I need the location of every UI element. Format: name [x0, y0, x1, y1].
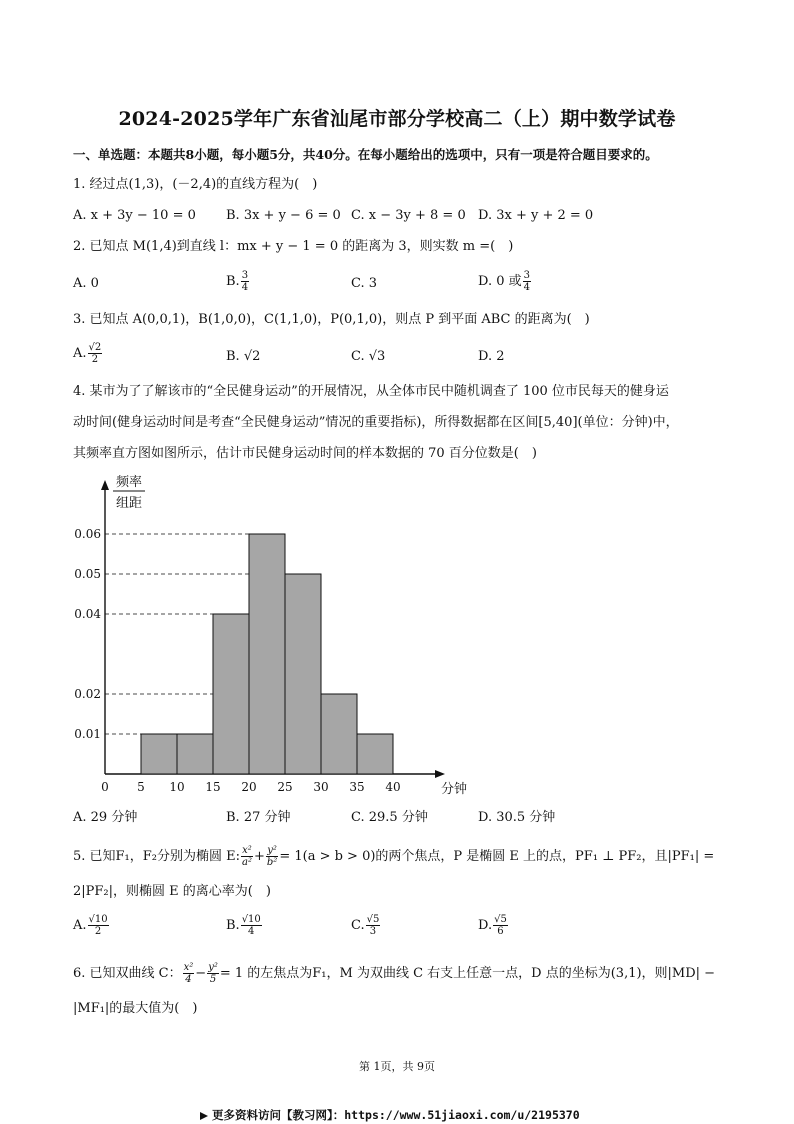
y-axis-label-top: 频率: [115, 475, 143, 490]
question-4-line-2: 动时间(健身运动时间是考查“全民健身运动”情况的重要指标)，所得数据都在区间[5,40](单位：分钟)中，: [73, 415, 679, 430]
x-tick-label: 25: [277, 780, 293, 794]
question-2-stem: 2. 已知点 M(1,4)到直线 l：mx + y − 1 = 0 的距离为 3，则实数 m =( ): [73, 239, 514, 254]
q3-option-a: A. $\frac{√2}{2}$: [73, 342, 102, 365]
flag-icon: [200, 1112, 208, 1120]
y-axis-label-bottom: 组距: [115, 496, 143, 511]
q3-option-b: B. √2: [226, 349, 261, 364]
y-tick-label: 0.04: [74, 607, 101, 621]
histogram-bar: [357, 734, 393, 774]
x-tick-label: 30: [313, 780, 329, 794]
question-1-stem: 1. 经过点(1,3)，(－2,4)的直线方程为( ): [73, 177, 318, 192]
x-tick-label: 35: [349, 780, 365, 794]
histogram-bar: [177, 734, 213, 774]
x-axis-label: 分钟: [441, 782, 468, 797]
q4-option-a: A. 29 分钟: [73, 810, 138, 825]
q2-option-c: C. 3: [351, 276, 378, 291]
question-4-line-3: 其频率直方图如图所示，估计市民健身运动时间的样本数据的 70 百分位数是( ): [73, 446, 537, 461]
histogram-bar: [213, 614, 249, 774]
x-tick-label: 5: [137, 780, 145, 794]
q1-option-a: A. x + 3y − 10 = 0: [73, 208, 196, 223]
x-tick-label: 0: [101, 780, 109, 794]
histogram-bar: [321, 694, 357, 774]
question-3-stem: 3. 已知点 A(0,0,1)，B(1,0,0)，C(1,1,0)，P(0,1,0)，则点 P 到平面 ABC 的距离为( ): [73, 312, 590, 327]
question-5-line-1: 5. 已知F₁，F₂分别为椭圆 E: $\frac{\text{x²}}{\text{a²}}$ + $\frac{\text{y²}}{\text{b²}}$ = 1(a > b > 0)的两个焦点，P 是椭圆 E 上的点，PF₁ ⊥ PF₂，且|PF₁| =: [73, 845, 715, 868]
y-tick-label: 0.06: [74, 527, 101, 541]
x-tick-label: 40: [385, 780, 401, 794]
q1-option-d: D. 3x + y + 2 = 0: [478, 208, 594, 223]
q4-option-b: B. 27 分钟: [226, 810, 291, 825]
q1-option-c: C. x − 3y + 8 = 0: [351, 208, 466, 223]
question-5-line-2: 2|PF₂|，则椭圆 E 的离心率为( ): [73, 884, 271, 899]
promo-banner[interactable]: [200, 1107, 580, 1123]
histogram-bar: [249, 534, 285, 774]
question-6-line-1: 6. 已知双曲线 C： $\frac{\text{x²}}{4}$ − $\frac{\text{y²}}{5}$ = 1 的左焦点为F₁，M 为双曲线 C 右支上任意一点，D 点的坐标为(3,1)，则|MD| −: [73, 962, 716, 985]
q5-option-b: B. $\frac{√10}{4}$: [226, 914, 261, 937]
y-axis-arrow: [101, 480, 109, 490]
page-footer: 第 1页，共 9页: [359, 1060, 435, 1073]
q5-option-d: D. $\frac{√5}{6}$: [478, 914, 507, 937]
q4-option-d: D. 30.5 分钟: [478, 810, 556, 825]
x-tick-label: 15: [205, 780, 221, 794]
promo-link[interactable]: 更多资料访问【教习网】：https://www.51jiaoxi.com/u/2195370: [212, 1108, 580, 1122]
x-tick-label: 10: [169, 780, 185, 794]
y-tick-label: 0.02: [74, 687, 101, 701]
q2-option-a: A. 0: [73, 276, 99, 291]
q1-option-b: B. 3x + y − 6 = 0: [226, 208, 341, 223]
q4-option-c: C. 29.5 分钟: [351, 810, 428, 825]
histogram-bar: [285, 574, 321, 774]
question-6-line-2: |MF₁|的最大值为( ): [73, 1001, 198, 1016]
x-tick-label: 20: [241, 780, 257, 794]
page-title: 2024-2025学年广东省汕尾市部分学校高二（上）期中数学试卷: [118, 108, 676, 130]
q3-option-c: C. √3: [351, 349, 386, 364]
x-axis-arrow: [435, 770, 445, 778]
frequency-histogram: [60, 474, 468, 804]
q2-option-b: B. $\frac{3}{4}$: [226, 270, 249, 293]
q2-option-d: D. 0 或 $\frac{3}{4}$: [478, 270, 531, 293]
y-tick-label: 0.05: [74, 567, 101, 581]
histogram-bar: [141, 734, 177, 774]
y-tick-label: 0.01: [74, 727, 101, 741]
section-heading: 一、单选题：本题共8小题，每小题5分，共40分。在每小题给出的选项中，只有一项是符合题目要求的。: [73, 147, 658, 162]
question-4-line-1: 4. 某市为了了解该市的“全民健身运动”的开展情况，从全体市民中随机调查了 100 位市民每天的健身运: [73, 384, 669, 399]
q5-option-a: A. $\frac{√10}{2}$: [73, 914, 108, 937]
q5-option-c: C. $\frac{√5}{3}$: [351, 914, 380, 937]
q3-option-d: D. 2: [478, 349, 505, 364]
